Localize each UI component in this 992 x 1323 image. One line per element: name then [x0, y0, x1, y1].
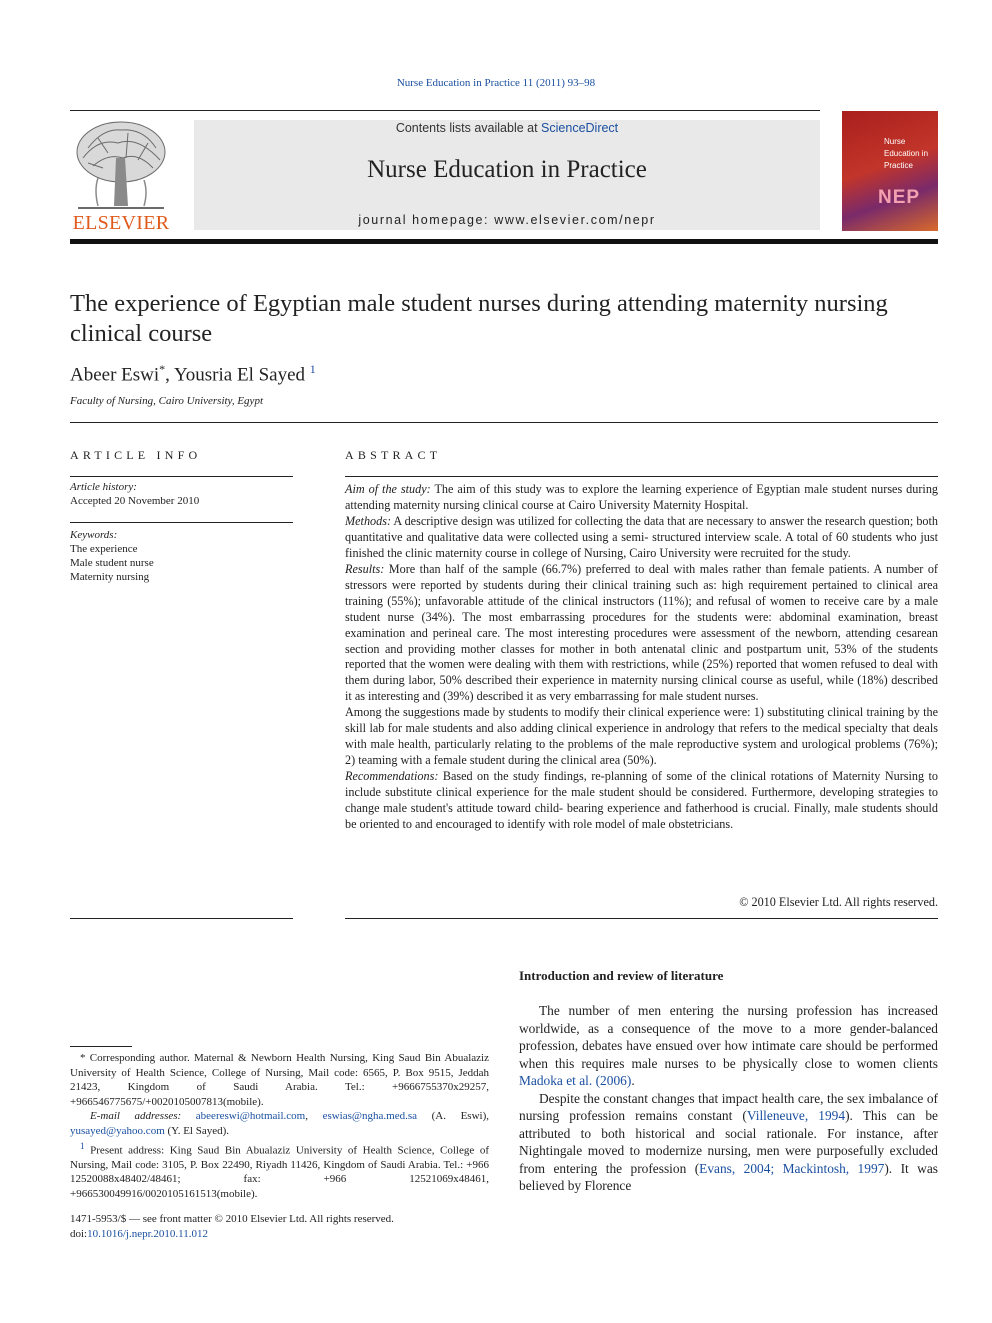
- cover-line: Education in: [884, 149, 929, 158]
- copyright-notice: © 2010 Elsevier Ltd. All rights reserved.: [739, 895, 938, 909]
- article-info-heading: ARTICLE INFO: [70, 448, 202, 462]
- introduction-heading: Introduction and review of literature: [519, 968, 724, 983]
- abstract-heading: ABSTRACT: [345, 448, 442, 462]
- journal-title: Nurse Education in Practice: [367, 156, 647, 183]
- keywords-label: Keywords:: [70, 529, 118, 541]
- present-address-text: Present address: King Saud Bin Abualaziz University of Health Science, College of Nursing, Mail code: 3105, P. Box 22490, Riyadh 11426, Kingdom of Saudi Arabia. Tel.: +966 12520088x48402/48461; fax: +966 12521069x48461, +966530049916/0020105161513(mobile).: [70, 1144, 489, 1200]
- citation-link[interactable]: Madoka et al. (2006): [519, 1073, 632, 1088]
- footnote-mark: 1: [80, 1140, 85, 1151]
- history-value: Accepted 20 November 2010: [70, 495, 200, 507]
- doi-label: doi:: [70, 1228, 88, 1240]
- body-paragraph: [519, 1090, 938, 1195]
- email-link[interactable]: eswias@ngha.med.sa: [322, 1110, 418, 1123]
- citation-link[interactable]: Villeneuve, 1994: [746, 1108, 846, 1123]
- corresponding-footnote: [70, 1051, 489, 1109]
- doi-line: [70, 1227, 394, 1242]
- author-separator: ,: [165, 364, 174, 386]
- abstract-recommendations: [345, 769, 938, 833]
- aim-label: Aim of the study:: [345, 482, 431, 496]
- methods-text: A descriptive design was utilized for collecting the data that are necessary to answer the research question; both quantitative and qualitative data were collected using a semi- structured interview scale. A total of 60 students who just finished the clinic maternity course in college of Nursing, Cairo University were recruited for the study.: [345, 513, 938, 560]
- doi-link[interactable]: 10.1016/j.nepr.2010.11.012: [87, 1228, 209, 1240]
- keyword-item: Male student nurse: [70, 557, 154, 569]
- body-text-run: .: [631, 1073, 635, 1088]
- author-name[interactable]: Abeer Eswi: [70, 364, 160, 386]
- cover-abbreviation: NEP: [878, 187, 921, 208]
- section-divider: [345, 476, 938, 477]
- article-title: The experience of Egyptian male student nurses during attending maternity nursing clinical course: [70, 290, 888, 347]
- section-divider: [345, 918, 938, 919]
- affiliation: Faculty of Nursing, Cairo University, Egypt: [70, 395, 263, 407]
- results-label: Results:: [345, 561, 385, 576]
- footnotes: [70, 1051, 489, 1202]
- present-address-footnote: [70, 1139, 489, 1202]
- header-divider: [70, 239, 938, 244]
- email-owner: (Y. El Sayed).: [164, 1124, 230, 1137]
- front-matter-info: [70, 1212, 394, 1242]
- journal-reference[interactable]: Nurse Education in Practice 11 (2011) 93–98: [396, 77, 596, 89]
- section-divider: [70, 522, 293, 523]
- cover-title: [884, 136, 928, 172]
- section-divider: [70, 918, 293, 919]
- aim-text: The aim of this study was to explore the learning experience of Egyptian male student nurses during attending maternity nursing clinical course at Cairo University Maternity Hospital.: [345, 482, 939, 512]
- footnote-divider: [70, 1046, 132, 1047]
- footnote-mark[interactable]: 1: [309, 362, 316, 376]
- keyword-item: Maternity nursing: [70, 571, 150, 583]
- methods-label: Methods:: [345, 513, 392, 528]
- author-list: [70, 362, 316, 386]
- keywords: [70, 528, 293, 584]
- body-paragraph: [519, 1002, 938, 1090]
- section-divider: [70, 476, 293, 477]
- recommendations-label: Recommendations:: [345, 769, 439, 784]
- email-separator: ,: [305, 1110, 323, 1123]
- email-link[interactable]: abeereswi@hotmail.com: [195, 1110, 306, 1123]
- article-history: [70, 480, 293, 508]
- introduction-text: [519, 1002, 938, 1195]
- abstract-methods: [345, 514, 938, 562]
- email-link[interactable]: yusayed@yahoo.com: [70, 1124, 165, 1137]
- contents-prefix: Contents lists available at: [395, 121, 542, 135]
- abstract-suggestions: Among the suggestions made by students to modify their clinical experience were: 1) substituting clinical training by the skill lab for male students and also adding clinical experience in andrology that refers to the medical specialty that deals with male health, particularly relating to the problems of the male reproductive system and urological problems (76%); 2) teaming with a female student during the clinical area (50%).: [345, 705, 938, 768]
- body-text-run: ). This can be attributed to both historical and social rationale. For instance, after Nightingale moved to modernize nursing, men were purposefully excluded from entering the profession (: [519, 1108, 938, 1176]
- author-name[interactable]: Yousria El Sayed: [173, 364, 306, 386]
- recommendations-text: Based on the study findings, re-planning of some of the clinical rotations of Maternity Nursing to include substitute clinical experience for the male student should be considered. Furthermore, developing strategies to change male student's attitude toward child- bearing experience and fatherhood is crucial. Finally, male students should be oriented to and encouraged to identify with role model of male obstetricians.: [345, 769, 938, 832]
- email-label: E-mail addresses:: [90, 1110, 182, 1123]
- body-text-run: The number of men entering the nursing profession has increased worldwide, as a consequence of the move to a more gender-balanced profession, debates have ensued over how intimate care should be performed when this requires male nurses to be physically close to women clients: [519, 1003, 938, 1071]
- contents-availability: [194, 121, 820, 135]
- sciencedirect-link[interactable]: ScienceDirect: [541, 121, 619, 135]
- abstract-text: [345, 482, 938, 833]
- cover-line: Practice: [884, 161, 913, 170]
- corresponding-mark[interactable]: *: [159, 362, 166, 376]
- section-divider: [70, 422, 938, 423]
- results-text: More than half of the sample (66.7%) preferred to deal with males rather than female patients. A number of stressors were reported by students during their clinical training such as: high requirement pertained to clinical area training (55%); unfavorable attitude of the clinical instructors (11%); and refusal of women to receive care by a male student nurse (34%). The most embarrassing procedures for the students were: abdominal examination, breast examination and perineal care. The most interesting procedures were assessment of the newborn, attending cesarean section and providing mother classes for mother in both antenatal clinic and postpartum unit, 53% of the students reported that the women were dealing with them with restrictions, while (25%) reported that women refused to deal with them during labor, 50% described their experience in maternity nursing clinical course as useful, while (18%) described it as interesting and (39%) described it as very embarrassing for male student nurses.: [345, 561, 938, 704]
- publisher-name[interactable]: ELSEVIER: [72, 212, 170, 234]
- citation-link[interactable]: Evans, 2004; Mackintosh, 1997: [699, 1160, 885, 1176]
- abstract-results: [345, 562, 938, 706]
- issn-line: 1471-5953/$ — see front matter © 2010 Elsevier Ltd. All rights reserved.: [70, 1213, 394, 1225]
- history-label: Article history:: [70, 481, 137, 493]
- cover-line: Nurse: [884, 137, 906, 146]
- keyword-item: The experience: [70, 543, 138, 555]
- body-text-run: Despite the constant changes that impact health care, the sex imbalance of nursing profession remains constant (: [519, 1090, 938, 1123]
- abstract-aim: [345, 482, 938, 514]
- body-text-run: ). It was believed by Florence: [519, 1160, 938, 1193]
- corresponding-mark: *: [80, 1052, 86, 1064]
- email-footnote: [70, 1109, 489, 1138]
- top-divider: [70, 110, 820, 111]
- journal-homepage[interactable]: journal homepage: www.elsevier.com/nepr: [358, 213, 656, 227]
- email-owner: (A. Eswi),: [417, 1110, 489, 1123]
- corresponding-text: Corresponding author. Maternal & Newborn Health Nursing, King Saud Bin Abualaziz University of Health Science, College of Nursing, Mail code: 6565, P. Box 9515, Jeddah 21423, Kingdom of Saudi Arabia. Tel.: +9666755370x29257, +966546775675/+0020105007813(mobile).: [70, 1052, 489, 1108]
